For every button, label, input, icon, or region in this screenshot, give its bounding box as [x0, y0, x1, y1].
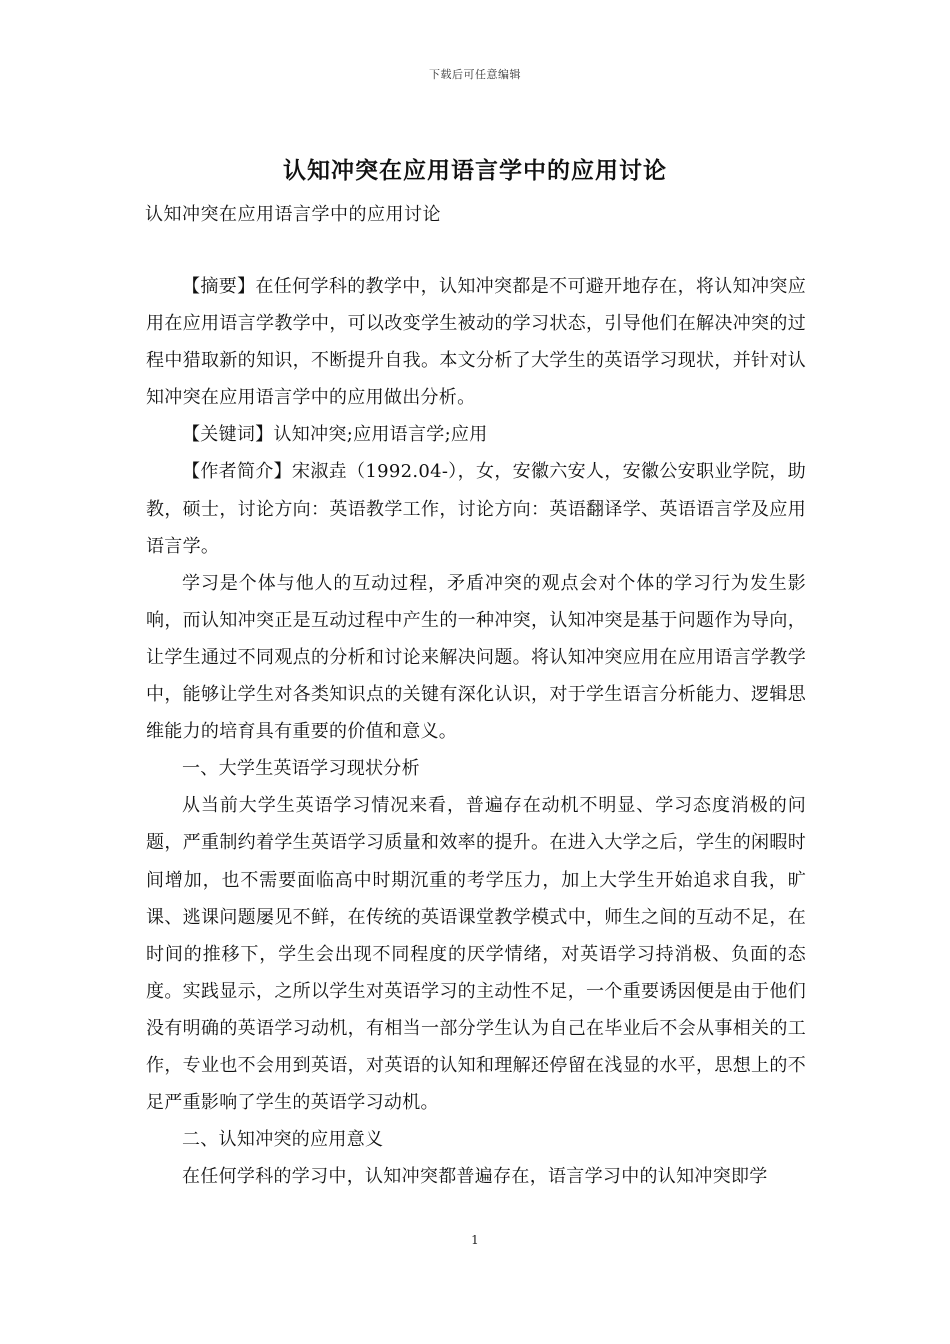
keywords-paragraph: 【关键词】认知冲突;应用语言学;应用 [182, 424, 488, 446]
document-body [146, 268, 806, 1195]
section-heading-1: 一、大学生英语学习现状分析 [182, 758, 420, 780]
section-2-paragraph: 在任何学科的学习中，认知冲突都普遍存在，语言学习中的认知冲突即学 [182, 1166, 768, 1188]
section-1-paragraph: 从当前大学生英语学习情况来看，普遍存在动机不明显、学习态度消极的问题，严重制约着学生英语学习质量和效率的提升。在进入大学之后，学生的闲暇时间增加，也不需要面临高中时期沉重的考学压力，加上大学生开始追求自我，旷课、逃课问题屡见不鲜，在传统的英语课堂教学模式中，师生之间的互动不足，在时间的推移下，学生会出现不同程度的厌学情绪，对英语学习持消极、负面的态度。实践显示，之所以学生对英语学习的主动性不足，一个重要诱因便是由于他们没有明确的英语学习动机，有相当一部分学生认为自己在毕业后不会从事相关的工作，专业也不会用到英语，对英语的认知和理解还停留在浅显的水平，思想上的不足严重影响了学生的英语学习动机。 [146, 795, 806, 1114]
document-subtitle: 认知冲突在应用语言学中的应用讨论 [145, 204, 441, 225]
intro-paragraph: 学习是个体与他人的互动过程，矛盾冲突的观点会对个体的学习行为发生影响，而认知冲突正是互动过程中产生的一种冲突，认知冲突是基于问题作为导向，让学生通过不同观点的分析和讨论来解决问题。将认知冲突应用在应用语言学教学中，能够让学生对各类知识点的关键有深化认识，对于学生语言分析能力、逻辑思维能力的培育具有重要的价值和意义。 [146, 572, 806, 743]
header-note: 下载后可任意编辑 [429, 68, 521, 81]
page-number: 1 [471, 1233, 479, 1247]
section-heading-2: 二、认知冲突的应用意义 [182, 1129, 384, 1151]
document-title: 认知冲突在应用语言学中的应用讨论 [283, 157, 667, 184]
abstract-paragraph: 【摘要】在任何学科的教学中，认知冲突都是不可避开地存在，将认知冲突应用在应用语言学教学中，可以改变学生被动的学习状态，引导他们在解决冲突的过程中猎取新的知识，不断提升自我。本文分析了大学生的英语学习现状，并针对认知冲突在应用语言学中的应用做出分析。 [146, 276, 806, 409]
author-bio-paragraph: 【作者简介】宋淑垚（1992.04-），女，安徽六安人，安徽公安职业学院，助教，硕士，讨论方向：英语教学工作，讨论方向：英语翻译学、英语语言学及应用语言学。 [146, 461, 806, 557]
